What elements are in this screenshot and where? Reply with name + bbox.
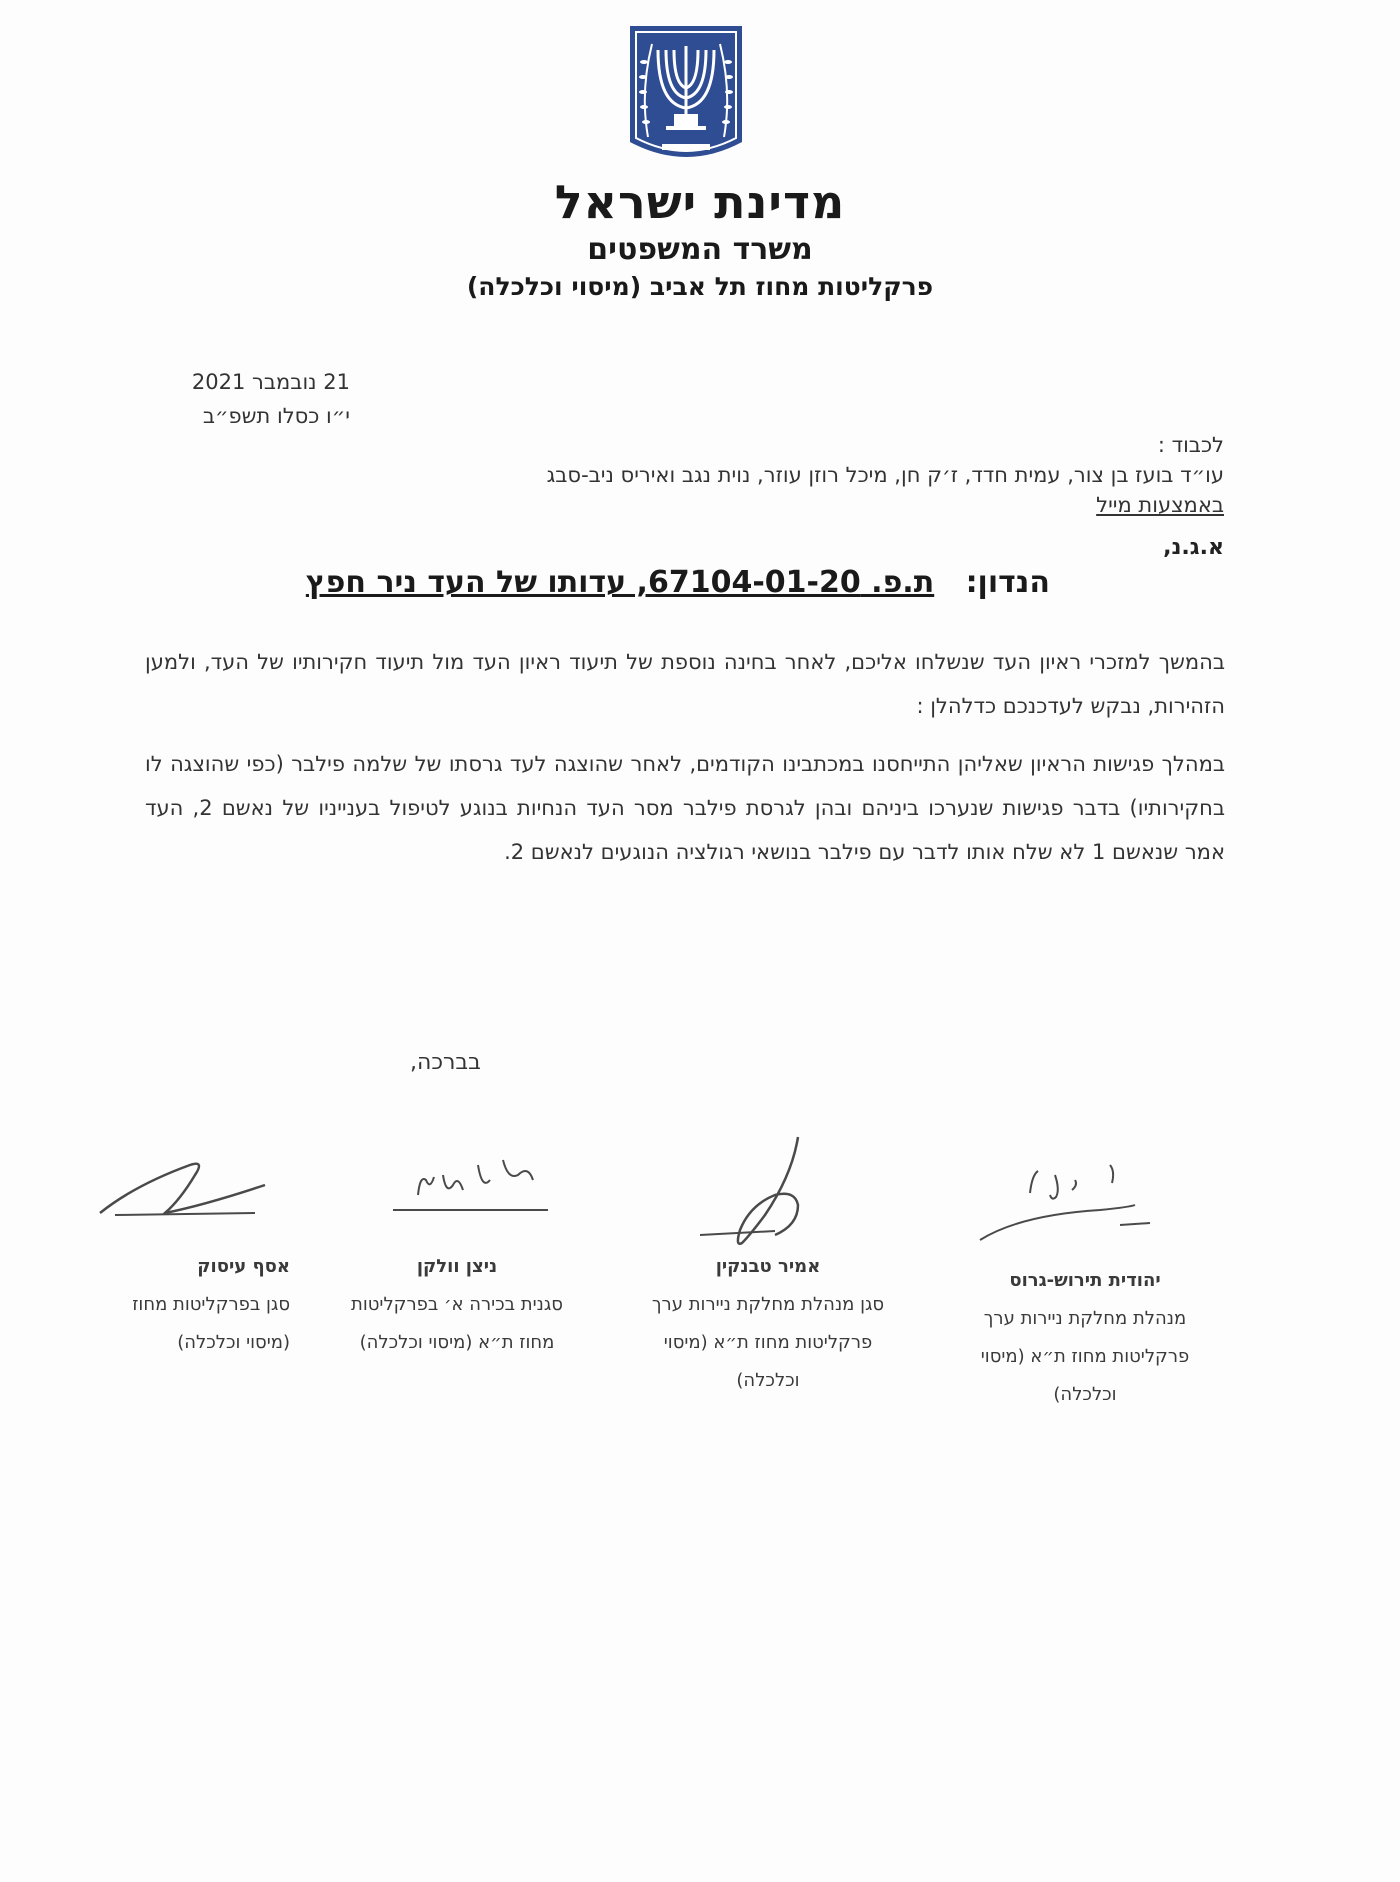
body-paragraph-1: בהמשך למזכרי ראיון העד שנשלחו אליכם, לאחר בחינה נוספת של תיעוד ראיון העד מול תיעוד חקירותיו של העד, ולמען הזהירות, נבקש לעדכנכם כדלהלן : xyxy=(145,650,1225,718)
office-name: פרקליטות מחוז תל אביב (מיסוי וכלכלה) xyxy=(466,272,934,301)
addressee-block xyxy=(324,430,1224,520)
signer-2-title-line-1: סגן מנהלת מחלקת ניירות ערך xyxy=(651,1294,885,1315)
addressee-names: עו״ד בועז בן צור, עמית חדד, ז׳ק חן, מיכל רוזן עוזר, נוית נגב ואיריס ניב-סבג xyxy=(546,463,1224,487)
greeting: א.ג.נ, xyxy=(1163,535,1224,560)
date-gregorian: 21 נובמבר 2021 xyxy=(191,370,350,394)
delivery-method: באמצעות מייל xyxy=(1096,493,1224,517)
signer-1 xyxy=(940,1262,1230,1414)
signer-4-title-line-1: סגן בפרקליטות מחוז xyxy=(132,1294,290,1315)
signer-2-title-line-2: פרקליטות מחוז ת״א (מיסוי xyxy=(663,1332,873,1353)
signer-1-title-line-2: פרקליטות מחוז ת״א (מיסוי xyxy=(980,1346,1190,1367)
ministry-name: משרד המשפטים xyxy=(587,232,813,267)
signer-2-name: אמיר טבנקין xyxy=(715,1256,821,1277)
signer-3-title-line-1: סגנית בכירה א׳ בפרקליטות xyxy=(351,1294,563,1315)
signer-3-name: ניצן וולקן xyxy=(416,1256,498,1277)
state-emblem-menorah-icon xyxy=(626,22,746,172)
signer-4-title-line-2: (מיסוי וכלכלה) xyxy=(177,1332,290,1353)
signer-2 xyxy=(618,1248,918,1400)
signer-2-title-line-3: וכלכלה) xyxy=(736,1370,800,1391)
signature-3-icon xyxy=(378,1135,568,1245)
signer-3 xyxy=(322,1248,592,1362)
signer-3-title-line-2: מחוז ת״א (מיסוי וכלכלה) xyxy=(359,1332,555,1353)
closing: בברכה, xyxy=(410,1050,481,1075)
signer-4-name: אסף עיסוק xyxy=(197,1256,290,1277)
subject-title: , עדותו של העד ניר חפץ xyxy=(305,565,648,600)
signer-1-name: יהודית תירוש-גרוס xyxy=(1009,1270,1161,1291)
date-block xyxy=(150,365,350,433)
signature-4-icon xyxy=(95,1135,275,1245)
body-paragraph-2: במהלך פגישות הראיון שאליהן התייחסנו במכתבינו הקודמים, לאחר שהוצגה לעד גרסתו של שלמה פילבר (כפי שהוצגה לו בחקירותיו) בדבר פגישות שנערכו ביניהם ובהן לגרסת פילבר מסר העד הנחיות בנוגע לטיפול בענייניו של נאשם 2, העד אמר שנאשם 1 לא שלח אותו לדבר עם פילבר בנושאי רגולציה הנוגעים לנאשם 2. xyxy=(145,752,1225,864)
state-name: מדינת ישראל xyxy=(554,175,846,229)
addressee-to: לכבוד : xyxy=(1157,433,1224,457)
subject-case-ref: ת.פ. 67104-01-20 xyxy=(647,565,935,600)
signer-1-title-line-3: וכלכלה) xyxy=(1053,1384,1117,1405)
signature-1-icon xyxy=(960,1135,1160,1245)
signer-4 xyxy=(90,1248,290,1362)
subject-label: הנדון: xyxy=(965,565,1050,600)
subject-line xyxy=(306,565,1050,600)
signer-1-title-line-1: מנהלת מחלקת ניירות ערך xyxy=(983,1308,1187,1329)
signature-2-icon xyxy=(680,1135,840,1245)
date-hebrew: י״ו כסלו תשפ״ב xyxy=(202,404,350,428)
